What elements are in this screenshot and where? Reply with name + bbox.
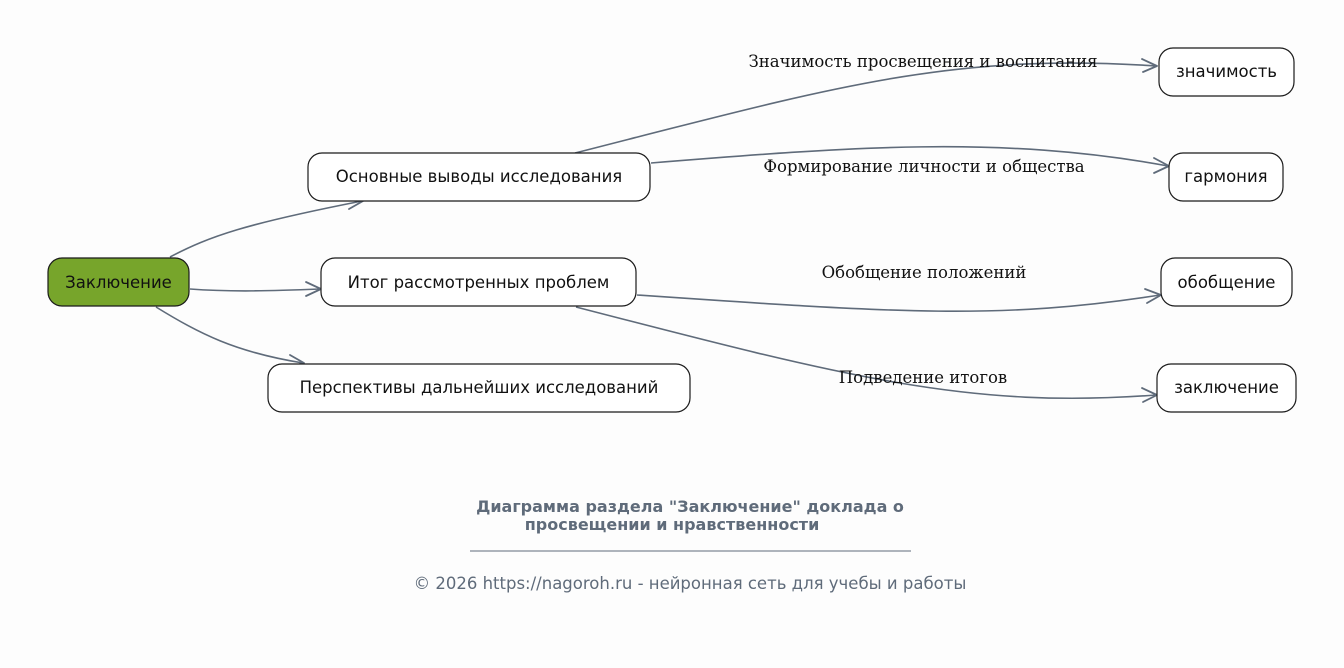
edge-label-significance: Значимость просвещения и воспитания (748, 52, 1098, 71)
node-future-research[interactable] (268, 364, 690, 412)
node-main-conclusions[interactable] (308, 153, 650, 201)
leaf-generalization-label: обобщение (1177, 273, 1276, 292)
leaf-conclusion[interactable] (1157, 364, 1296, 412)
root-node-label: Заключение (65, 273, 172, 292)
node-future-research-label: Перспективы дальнейших исследований (299, 378, 659, 397)
root-node[interactable] (48, 258, 189, 306)
caption-title-line2: просвещении и нравственности (524, 515, 820, 534)
caption-title-line1: Диаграмма раздела "Заключение" доклада о (476, 497, 904, 516)
leaf-conclusion-label: заключение (1174, 378, 1279, 397)
node-problems-summary[interactable] (321, 258, 636, 306)
edge-conclusions-to-significance (575, 59, 1157, 153)
edge-root-to-summary (190, 282, 321, 296)
footer-copyright: © 2026 https://nagoroh.ru - нейронная сеть для учебы и работы (413, 574, 967, 593)
edge-summary-to-generalization (637, 289, 1161, 311)
leaf-significance[interactable] (1159, 48, 1294, 96)
edge-root-to-conclusions (170, 195, 363, 257)
edge-label-harmony: Формирование личности и общества (763, 157, 1085, 176)
edge-root-to-perspectives (156, 307, 304, 367)
leaf-harmony-label: гармония (1184, 167, 1268, 186)
node-problems-summary-label: Итог рассмотренных проблем (347, 273, 610, 292)
edge-label-conclusion: Подведение итогов (838, 368, 1008, 387)
leaf-significance-label: значимость (1175, 62, 1278, 81)
edge-label-generalization: Обобщение положений (821, 263, 1027, 282)
leaf-harmony[interactable] (1169, 153, 1283, 201)
node-main-conclusions-label: Основные выводы исследования (335, 167, 623, 186)
leaf-generalization[interactable] (1161, 258, 1292, 306)
